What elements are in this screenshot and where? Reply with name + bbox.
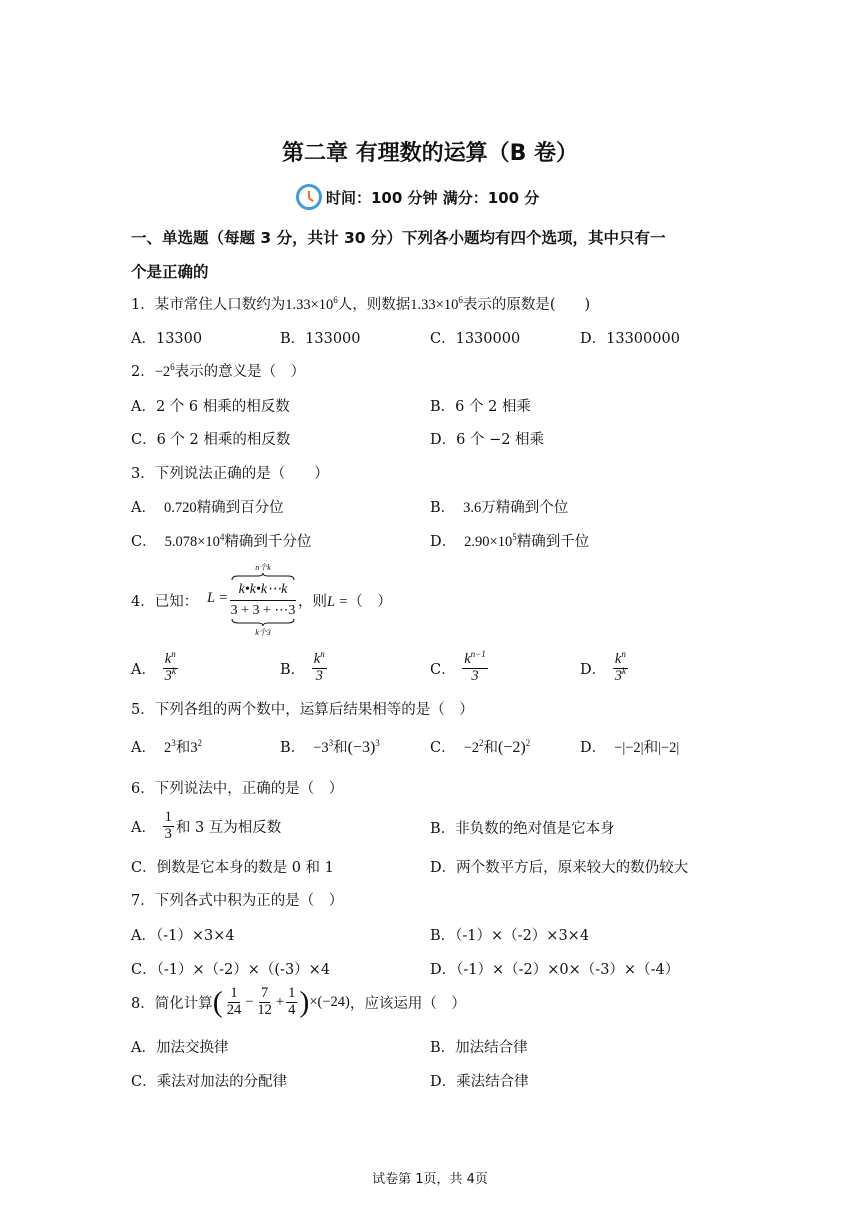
q4-formula	[230, 562, 296, 638]
question-8-stem: 8．简化计算( $\frac{1}{24}$ − $\frac{7}{12}$ + $\frac{1}{4}$ )×(−24)，应该运用（ ）	[131, 985, 466, 1019]
q6-option-c: C．倒数是它本身的数是 0 和 1	[131, 860, 334, 876]
exam-info-text: 时间：100 分钟 满分：100 分	[326, 188, 540, 207]
q1-option-b: B．133000	[280, 331, 361, 347]
section-heading-line1: 一、单选题（每题 3 分，共计 30 分）下列各小题均有四个选项，其中只有一	[131, 229, 666, 247]
question-7-stem: 7．下列各式中积为正的是（ ）	[131, 893, 344, 909]
q5-option-b: B． $-3^3$和$(-3)^3$	[280, 738, 380, 756]
question-4-post: ，则L =（ ）	[298, 594, 392, 610]
q7-option-a: A．（-1）×3×4	[131, 928, 235, 944]
q5-option-c: C． $-2^2$和$(-2)^2$	[430, 738, 531, 756]
q4-top-brace	[230, 573, 296, 581]
q6-option-a: A． $\frac{1}{3}$ 和 3 互为相反数	[131, 809, 282, 842]
q4-option-b: B． $\frac{k^n}{3}$	[280, 649, 325, 684]
page-title: 第二章 有理数的运算（B 卷）	[281, 141, 579, 166]
q6-option-d: D．两个数平方后，原来较大的数仍较大	[430, 860, 689, 876]
q3-option-c: C． $5.078\times 10^4$精确到千分位	[131, 532, 312, 550]
q4-option-a: A． $\frac{k^n}{3^k}$	[131, 649, 176, 684]
q7-option-c: C．（-1）×（-2）×（(-3）×4	[131, 962, 331, 978]
q6-option-b: B．非负数的绝对值是它本身	[430, 821, 615, 837]
q4-option-d: D． $\frac{k^n}{3^k}$	[580, 649, 626, 684]
q8-option-d: D．乘法结合律	[430, 1074, 529, 1090]
q2-option-d: D．6 个 −2 相乘	[430, 432, 545, 448]
q4-numerator: k•k•k⋯k	[230, 581, 296, 601]
q4-denominator: 3 + 3 + ⋯3	[230, 603, 296, 618]
q7-option-b: B．（-1）×（-2）×3×4	[430, 928, 590, 944]
q5-option-d: D． −|−2|和|−2|	[580, 740, 680, 756]
section-heading-line2: 个是正确的	[131, 263, 209, 281]
question-6-stem: 6．下列说法中，正确的是（ ）	[131, 781, 344, 797]
q2-option-c: C．6 个 2 相乘的相反数	[131, 432, 291, 448]
q4-option-c: C． $\frac{k^{n-1}}{3}$	[430, 649, 486, 684]
q3-option-d: D． $2.90\times 10^5$精确到千位	[430, 532, 590, 550]
q3-option-b: B． 3.6万精确到个位	[430, 500, 569, 516]
question-4-pre: 4．已知：	[131, 594, 199, 610]
q1-option-a: A．13300	[131, 331, 203, 347]
q4-bottom-label: k个3	[255, 628, 271, 637]
question-2-stem: 2．$-2^6$表示的意义是（ ）	[131, 362, 306, 380]
q8-option-b: B．加法结合律	[430, 1040, 528, 1056]
q1-option-c: C．1330000	[430, 331, 521, 347]
q3-option-a: A． 0.720精确到百分位	[131, 500, 284, 516]
q1-option-d: D．13300000	[580, 331, 680, 347]
q4-L-label: L =	[207, 590, 229, 606]
question-1-stem: 1．某市常住人口数约为$1.33\times 10^6$人，则数据$1.33\times 10^6$表示的原数是( )	[131, 295, 591, 313]
q2-option-a: A．2 个 6 相乘的相反数	[131, 399, 290, 415]
q8-option-c: C．乘法对加法的分配律	[131, 1074, 288, 1090]
q4-bottom-brace	[230, 619, 296, 627]
q8-option-a: A．加法交换律	[131, 1040, 229, 1056]
q2-option-b: B．6 个 2 相乘	[430, 399, 531, 415]
q7-option-d: D．（-1）×（-2）×0×（-3）×（-4）	[430, 962, 680, 978]
clock-icon	[296, 184, 322, 210]
q5-option-a: A． $2^3$和$3^2$	[131, 738, 202, 756]
question-5-stem: 5．下列各组的两个数中，运算后结果相等的是（ ）	[131, 702, 474, 718]
page-footer: 试卷第 1页，共 4页	[372, 1172, 488, 1187]
question-3-stem: 3．下列说法正确的是（ ）	[131, 466, 329, 482]
q4-top-label: n个k	[255, 563, 271, 572]
exam-info	[296, 184, 539, 210]
